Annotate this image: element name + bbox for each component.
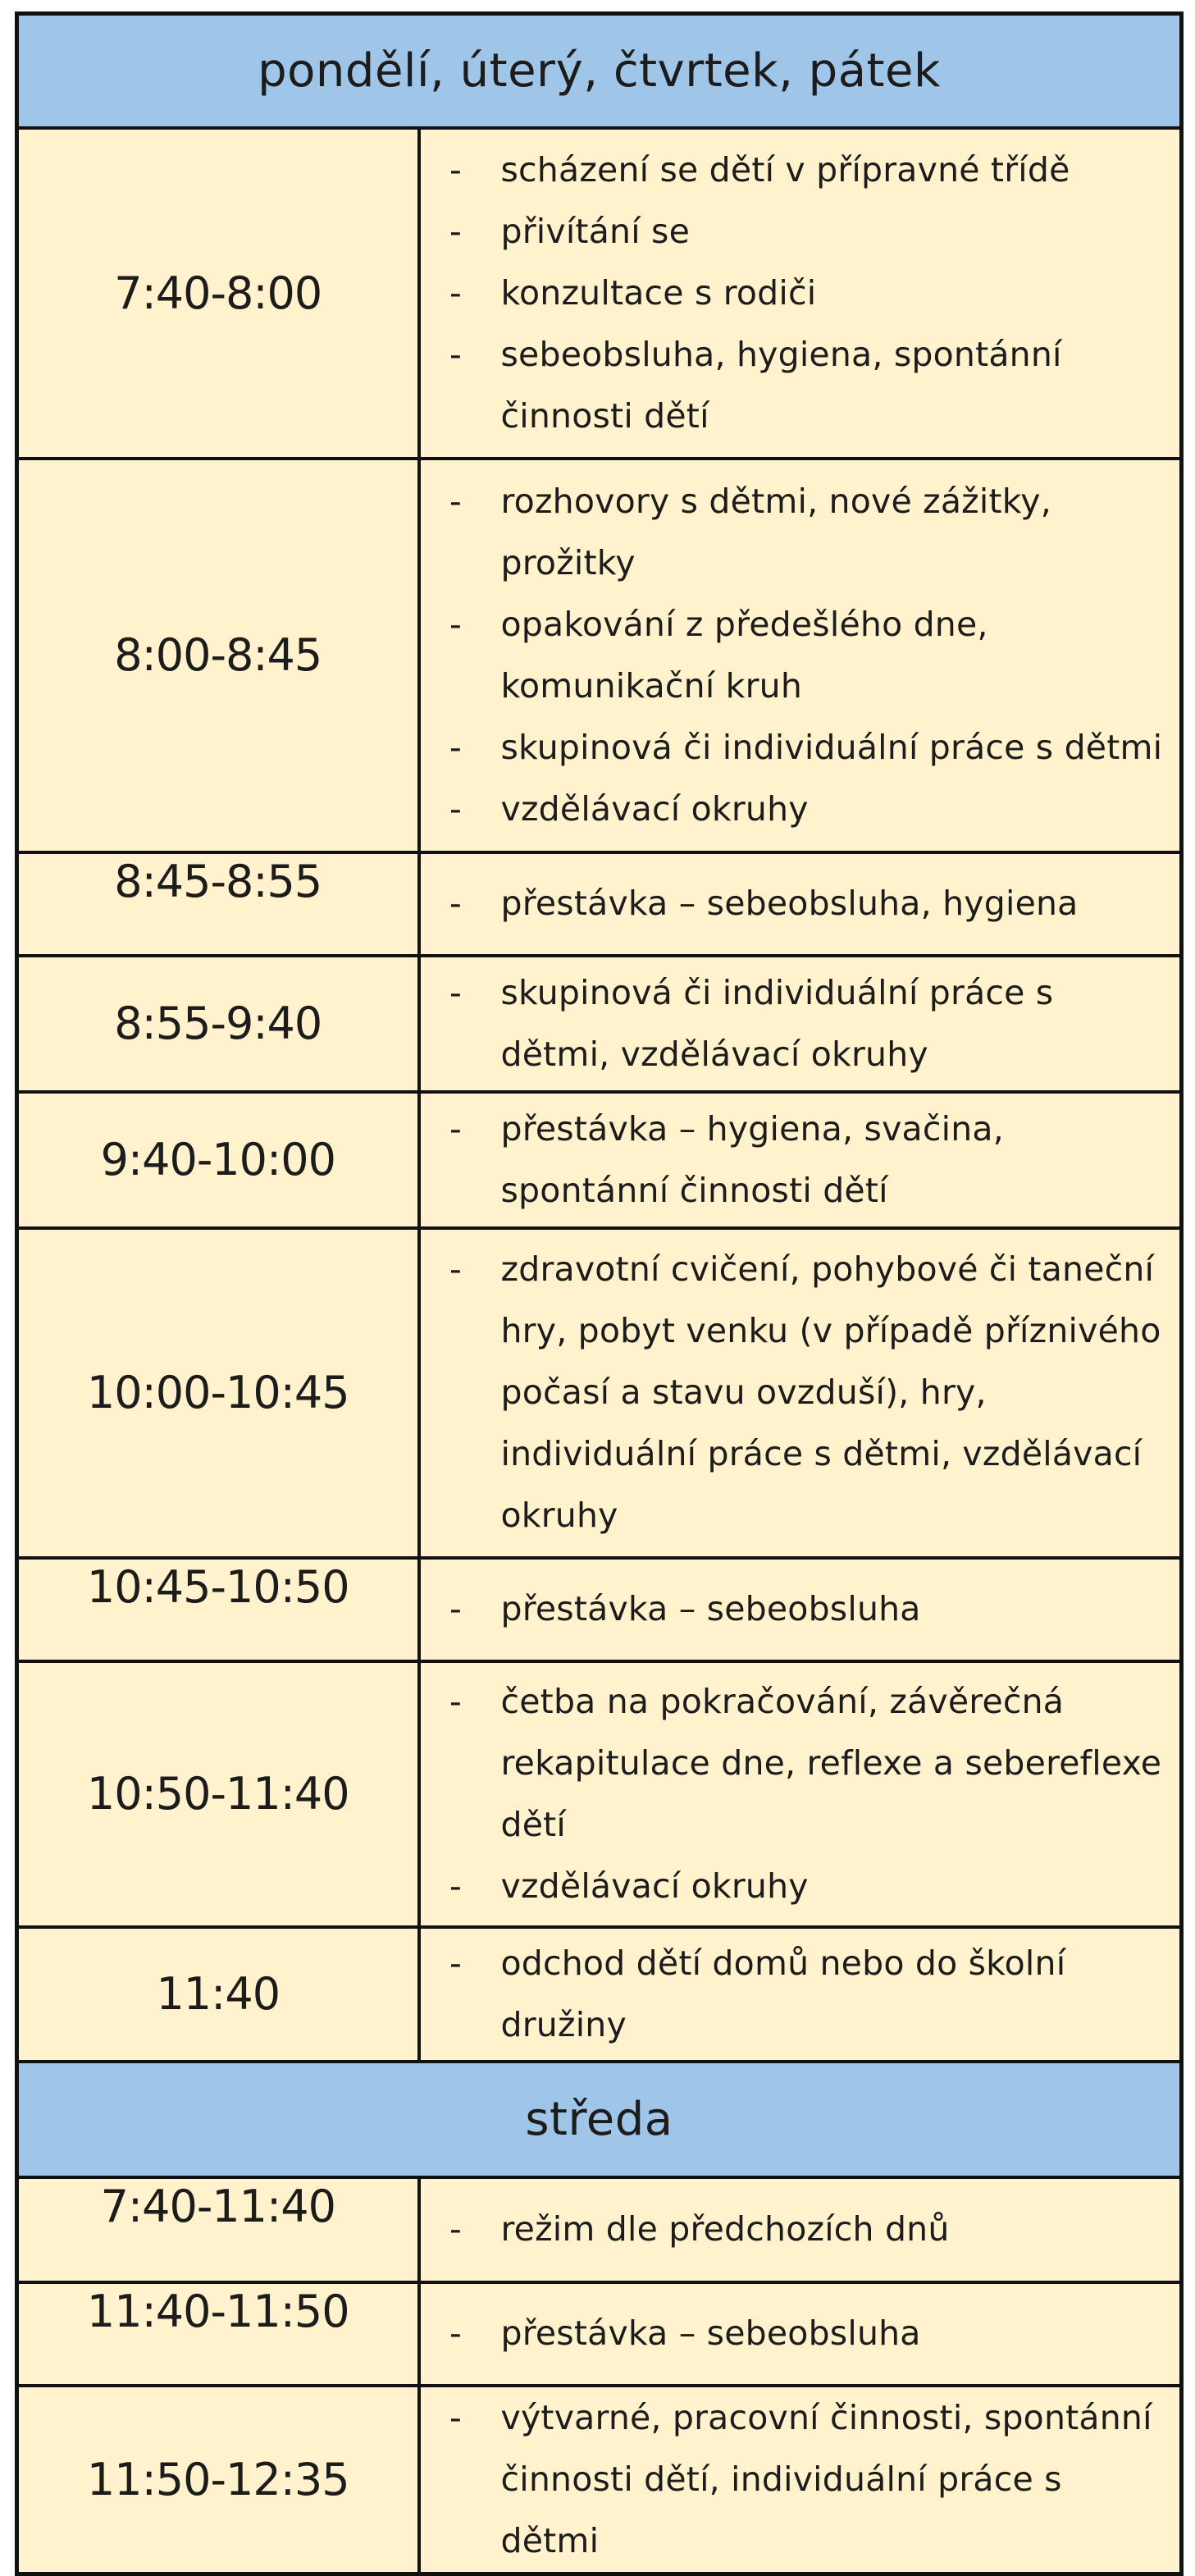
time-slot: 10:45-10:50	[17, 1558, 419, 1661]
schedule-row	[17, 1092, 1182, 1228]
activity-text: četba na pokračování, závěrečná rekapitulace dne, reflexe a sebereflexe dětí	[500, 1681, 1162, 1844]
time-slot: 8:45-8:55	[17, 852, 419, 956]
bullet-dash: -	[449, 1249, 462, 1289]
activity-item	[421, 1239, 1180, 1546]
time-slot: 8:00-8:45	[17, 459, 419, 852]
activity-text: režim dle předchozích dnů	[500, 2209, 950, 2249]
activity-text: skupinová či individuální práce s dětmi	[500, 727, 1163, 767]
bullet-dash: -	[449, 1866, 462, 1906]
time-slot: 8:55-9:40	[17, 956, 419, 1092]
bullet-dash: -	[449, 481, 462, 521]
bullet-dash: -	[449, 604, 462, 644]
activity-text: vzdělávací okruhy	[500, 1866, 809, 1906]
activity-text: sebeobsluha, hygiena, spontánní činnosti dětí	[500, 334, 1062, 436]
bullet-dash: -	[449, 1108, 462, 1149]
bullet-dash: -	[449, 1681, 462, 1721]
activity-item	[421, 873, 1180, 934]
schedule-row	[17, 956, 1182, 1092]
section-heading: pondělí, úterý, čtvrtek, pátek	[17, 14, 1182, 128]
activity-text: výtvarné, pracovní činnosti, spontánní činnosti dětí, individuální práce s dětmi	[500, 2397, 1152, 2560]
activity-item	[421, 471, 1180, 594]
activity-list	[421, 962, 1180, 1085]
activity-item	[421, 1856, 1180, 1917]
schedule-row	[17, 1927, 1182, 2062]
activity-text: přivítání se	[500, 211, 691, 251]
schedule-row	[17, 2386, 1182, 2574]
activity-text: zdravotní cvičení, pohybové či taneční hry, pobyt venku (v případě příznivého počasí a stavu ovzduší), hry, individuální práce s dětmi, vzdělávací okruhy	[500, 1249, 1161, 1535]
activity-item	[421, 2303, 1180, 2364]
bullet-dash: -	[449, 884, 462, 923]
activity-item	[421, 1578, 1180, 1640]
activity-list	[421, 1578, 1180, 1640]
activity-cell	[419, 1558, 1182, 1661]
time-slot: 11:50-12:35	[17, 2386, 419, 2574]
schedule-row	[17, 459, 1182, 852]
activity-item	[421, 962, 1180, 1085]
time-slot: 10:50-11:40	[17, 1661, 419, 1927]
bullet-dash: -	[449, 788, 462, 829]
activity-text: odchod dětí domů nebo do školní družiny	[500, 1943, 1066, 2044]
activity-text: vzdělávací okruhy	[500, 788, 809, 829]
activity-text: scházení se dětí v přípravné třídě	[500, 149, 1070, 190]
section-heading: středa	[17, 2062, 1182, 2177]
activity-item	[421, 1933, 1180, 2056]
activity-item	[421, 139, 1180, 201]
schedule-row	[17, 2282, 1182, 2386]
activity-cell	[419, 852, 1182, 956]
activity-list	[421, 1239, 1180, 1546]
activity-item	[421, 324, 1180, 447]
activity-list	[421, 2303, 1180, 2364]
activity-list	[421, 1098, 1180, 1222]
schedule-body	[17, 14, 1182, 2574]
activity-list	[421, 1671, 1180, 1917]
activity-text: přestávka – sebeobsluha	[500, 2313, 921, 2353]
bullet-dash: -	[449, 272, 462, 313]
activity-list	[421, 873, 1180, 934]
activity-item	[421, 1671, 1180, 1856]
schedule-row	[17, 852, 1182, 956]
activity-text: opakování z předešlého dne, komunikační kruh	[500, 604, 988, 706]
activity-list	[421, 139, 1180, 447]
time-slot: 11:40-11:50	[17, 2282, 419, 2386]
activity-item	[421, 779, 1180, 840]
activity-item	[421, 594, 1180, 717]
time-slot: 7:40-11:40	[17, 2177, 419, 2282]
time-slot: 10:00-10:45	[17, 1228, 419, 1558]
bullet-dash: -	[449, 334, 462, 374]
time-slot: 11:40	[17, 1927, 419, 2062]
schedule-row	[17, 1228, 1182, 1558]
activity-item	[421, 1098, 1180, 1222]
activity-cell	[419, 459, 1182, 852]
section-header-row	[17, 14, 1182, 128]
activity-cell	[419, 1661, 1182, 1927]
schedule-row	[17, 128, 1182, 459]
bullet-dash: -	[449, 727, 462, 767]
activity-list	[421, 2199, 1180, 2260]
bullet-dash: -	[449, 2313, 462, 2353]
activity-cell	[419, 128, 1182, 459]
activity-cell	[419, 1092, 1182, 1228]
bullet-dash: -	[449, 2397, 462, 2437]
activity-cell	[419, 956, 1182, 1092]
activity-text: rozhovory s dětmi, nové zážitky, prožitky	[500, 481, 1051, 582]
bullet-dash: -	[449, 211, 462, 251]
schedule-row	[17, 1558, 1182, 1661]
schedule-row	[17, 2177, 1182, 2282]
bullet-dash: -	[449, 1589, 462, 1628]
activity-text: přestávka – sebeobsluha	[500, 1589, 921, 1628]
activity-item	[421, 2387, 1180, 2572]
activity-cell	[419, 2386, 1182, 2574]
activity-list	[421, 471, 1180, 840]
activity-cell	[419, 2177, 1182, 2282]
activity-text: skupinová či individuální práce s dětmi, vzdělávací okruhy	[500, 972, 1054, 1074]
bullet-dash: -	[449, 149, 462, 190]
time-slot: 9:40-10:00	[17, 1092, 419, 1228]
activity-cell	[419, 1228, 1182, 1558]
activity-cell	[419, 2282, 1182, 2386]
activity-item	[421, 717, 1180, 779]
bullet-dash: -	[449, 1943, 462, 1983]
activity-cell	[419, 1927, 1182, 2062]
schedule-table	[15, 11, 1184, 2576]
activity-text: konzultace s rodiči	[500, 272, 817, 313]
schedule-row	[17, 1661, 1182, 1927]
bullet-dash: -	[449, 2209, 462, 2249]
activity-list	[421, 2387, 1180, 2572]
activity-item	[421, 2199, 1180, 2260]
activity-item	[421, 201, 1180, 263]
activity-text: přestávka – hygiena, svačina, spontánní činnosti dětí	[500, 1108, 1004, 1210]
time-slot: 7:40-8:00	[17, 128, 419, 459]
activity-list	[421, 1933, 1180, 2056]
activity-item	[421, 263, 1180, 324]
activity-text: přestávka – sebeobsluha, hygiena	[500, 884, 1079, 923]
bullet-dash: -	[449, 972, 462, 1012]
section-header-row	[17, 2062, 1182, 2177]
